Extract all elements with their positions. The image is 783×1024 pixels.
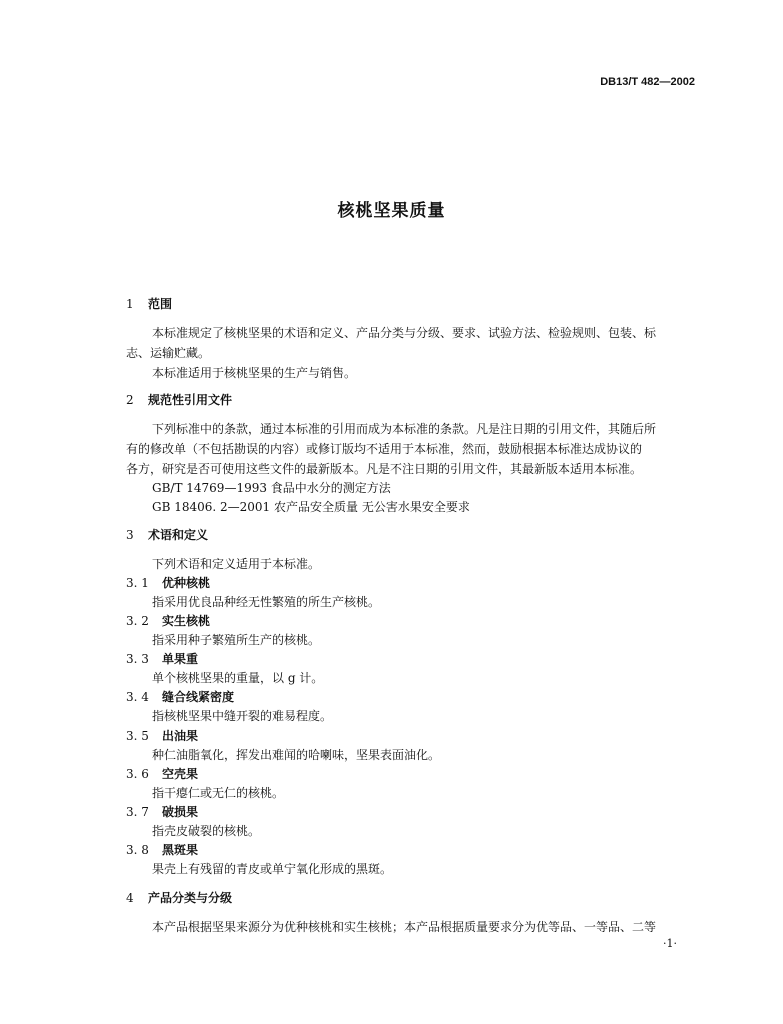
term-definition: 指干瘪仁或无仁的核桃。 bbox=[152, 786, 285, 800]
term-number: 3. 4 bbox=[126, 690, 149, 704]
section-number: 1 bbox=[126, 297, 134, 311]
term-number: 3. 8 bbox=[126, 843, 149, 857]
term-name: 破损果 bbox=[162, 805, 199, 819]
term-number: 3. 3 bbox=[126, 652, 149, 666]
s1-paragraph: 本标准适用于核桃坚果的生产与销售。 bbox=[152, 366, 357, 380]
reference-item: GB/T 14769—1993 食品中水分的测定方法 bbox=[152, 481, 391, 495]
page-number: ·1· bbox=[663, 937, 677, 950]
term-name: 优种核桃 bbox=[162, 576, 211, 590]
reference-item: GB 18406. 2—2001 农产品安全质量 无公害水果安全要求 bbox=[152, 500, 470, 514]
term-number: 3. 2 bbox=[126, 614, 149, 628]
term-name: 出油果 bbox=[162, 729, 199, 743]
term-heading bbox=[126, 612, 210, 630]
s2-paragraph-line: 各方，研究是否可使用这些文件的最新版本。凡是不注日期的引用文件，其最新版本适用本标准。 bbox=[126, 462, 643, 476]
term-heading bbox=[126, 574, 210, 592]
term-definition: 指壳皮破裂的核桃。 bbox=[152, 824, 261, 838]
s4-paragraph-line: 本产品根据坚果来源分为优种核桃和实生核桃；本产品根据质量要求分为优等品、一等品、二等 bbox=[152, 920, 657, 934]
s2-paragraph-line: 下列标准中的条款，通过本标准的引用而成为本标准的条款。凡是注日期的引用文件，其随后所 bbox=[152, 422, 657, 436]
section-title: 术语和定义 bbox=[148, 528, 209, 542]
section-3-heading bbox=[126, 526, 208, 544]
term-name: 单果重 bbox=[162, 652, 199, 666]
section-2-heading bbox=[126, 391, 232, 409]
term-heading bbox=[126, 688, 234, 706]
s1-paragraph-line: 本标准规定了核桃坚果的术语和定义、产品分类与分级、要求、试验方法、检验规则、包装、标 bbox=[152, 326, 657, 340]
term-name: 空壳果 bbox=[162, 767, 199, 781]
term-definition: 单个核桃坚果的重量，以 g 计。 bbox=[152, 671, 324, 685]
term-definition: 指采用种子繁殖所生产的核桃。 bbox=[152, 633, 321, 647]
term-name: 实生核桃 bbox=[162, 614, 211, 628]
section-title: 规范性引用文件 bbox=[148, 393, 233, 407]
section-title: 产品分类与分级 bbox=[148, 891, 233, 905]
section-number: 3 bbox=[126, 528, 134, 542]
term-heading bbox=[126, 841, 198, 859]
term-heading bbox=[126, 727, 198, 745]
term-number: 3. 5 bbox=[126, 729, 149, 743]
term-name: 缝合线紧密度 bbox=[162, 690, 235, 704]
section-1-heading bbox=[126, 295, 172, 313]
document-id: DB13/T 482—2002 bbox=[600, 76, 695, 88]
section-number: 2 bbox=[126, 393, 134, 407]
term-heading bbox=[126, 650, 198, 668]
section-number: 4 bbox=[126, 891, 134, 905]
section-title: 范围 bbox=[148, 297, 173, 311]
s1-paragraph-line: 志、运输贮藏。 bbox=[126, 346, 211, 360]
page-title: 核桃坚果质量 bbox=[337, 201, 446, 221]
s2-paragraph-line: 有的修改单（不包括勘误的内容）或修订版均不适用于本标准，然而，鼓励根据本标准达成协议的 bbox=[126, 442, 643, 456]
term-number: 3. 7 bbox=[126, 805, 149, 819]
term-heading bbox=[126, 765, 198, 783]
section-4-heading bbox=[126, 889, 232, 907]
term-number: 3. 1 bbox=[126, 576, 149, 590]
term-heading bbox=[126, 803, 198, 821]
term-number: 3. 6 bbox=[126, 767, 149, 781]
term-definition: 果壳上有残留的青皮或单宁氧化形成的黑斑。 bbox=[152, 862, 393, 876]
term-name: 黑斑果 bbox=[162, 843, 199, 857]
term-definition: 种仁油脂氧化，挥发出难闻的哈喇味，坚果表面油化。 bbox=[152, 748, 441, 762]
term-definition: 指采用优良品种经无性繁殖的所生产核桃。 bbox=[152, 595, 381, 609]
term-definition: 指核桃坚果中缝开裂的难易程度。 bbox=[152, 709, 333, 723]
s3-intro: 下列术语和定义适用于本标准。 bbox=[152, 557, 321, 571]
